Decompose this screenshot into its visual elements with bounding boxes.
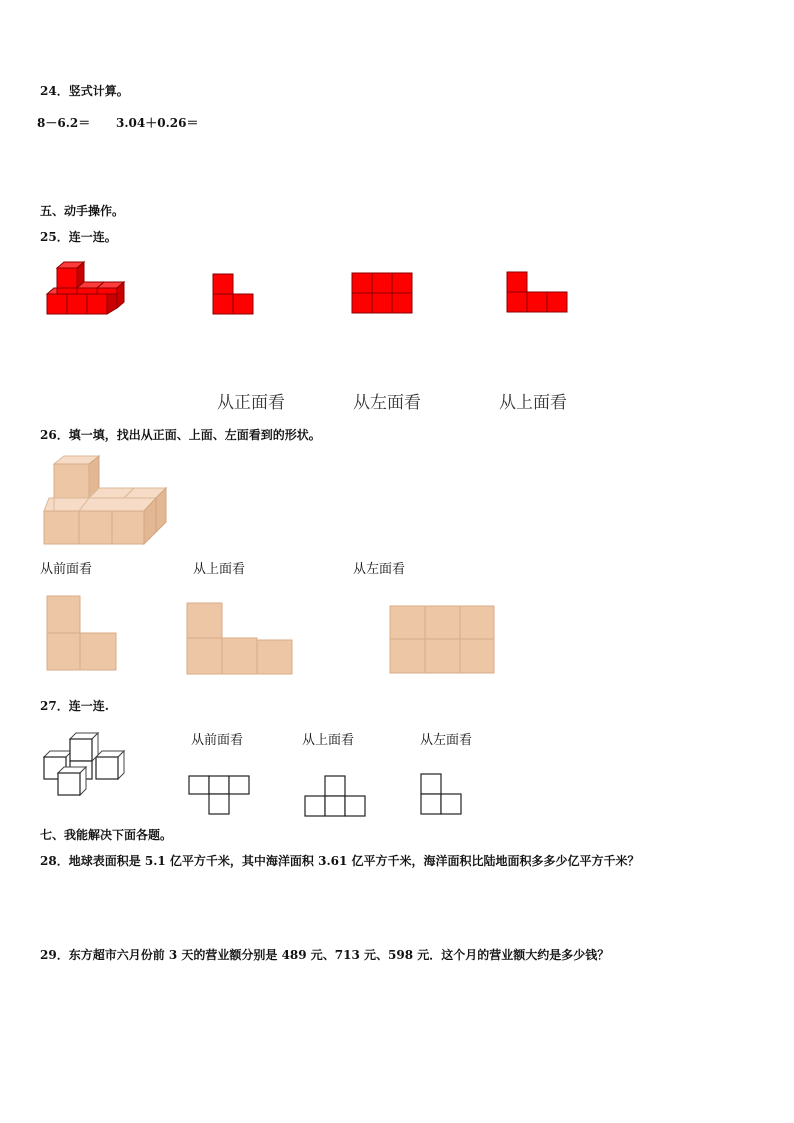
q24-expr-1: 8－6.2＝ [37, 116, 91, 130]
q24-title: 24．竖式计算。 [40, 84, 129, 98]
q26-view-front [47, 596, 119, 672]
q27-view-l-shape [421, 774, 465, 818]
section7-title: 七、我能解决下面各题。 [40, 828, 173, 842]
q24-expr-2: 3.04＋0.26＝ [116, 116, 199, 130]
q25-label-left: 从左面看 [353, 393, 421, 413]
q27-label-left: 从左面看 [420, 733, 473, 748]
q25-label-top: 从上面看 [499, 393, 567, 413]
q27-view-inverted-t-shape [305, 776, 367, 818]
q26-label-left: 从左面看 [353, 562, 406, 577]
section5-title: 五、动手操作。 [40, 204, 125, 218]
q26-label-front: 从前面看 [40, 562, 93, 577]
q27-label-front: 从前面看 [191, 733, 244, 748]
q27-solid-figure [44, 731, 134, 799]
q26-title: 26．填一填，找出从正面、上面、左面看到的形状。 [40, 428, 321, 442]
q25-solid-figure [44, 262, 126, 322]
q26-solid-figure [44, 456, 170, 548]
q25-title: 25．连一连。 [40, 230, 117, 244]
q28-text: 28．地球表面积是 5.1 亿平方千米，其中海洋面积 3.61 亿平方千米，海洋面积比陆地面积多多少亿平方千米？ [40, 854, 640, 868]
q27-label-top: 从上面看 [302, 733, 355, 748]
q26-label-top: 从上面看 [193, 562, 246, 577]
q25-label-front: 从正面看 [217, 393, 285, 413]
q27-view-t-shape [189, 776, 251, 818]
q25-view-l-shape [213, 274, 255, 316]
q25-view-rectangle [352, 273, 414, 315]
q26-view-top [187, 603, 295, 675]
q25-view-long-l-shape [507, 272, 569, 314]
q29-text: 29．东方超市六月份前 3 天的营业额分别是 489 元、713 元、598 元．这个月的营业额大约是多少钱？ [40, 948, 610, 962]
q26-view-left [390, 606, 496, 674]
q27-title: 27．连一连. [40, 699, 109, 713]
